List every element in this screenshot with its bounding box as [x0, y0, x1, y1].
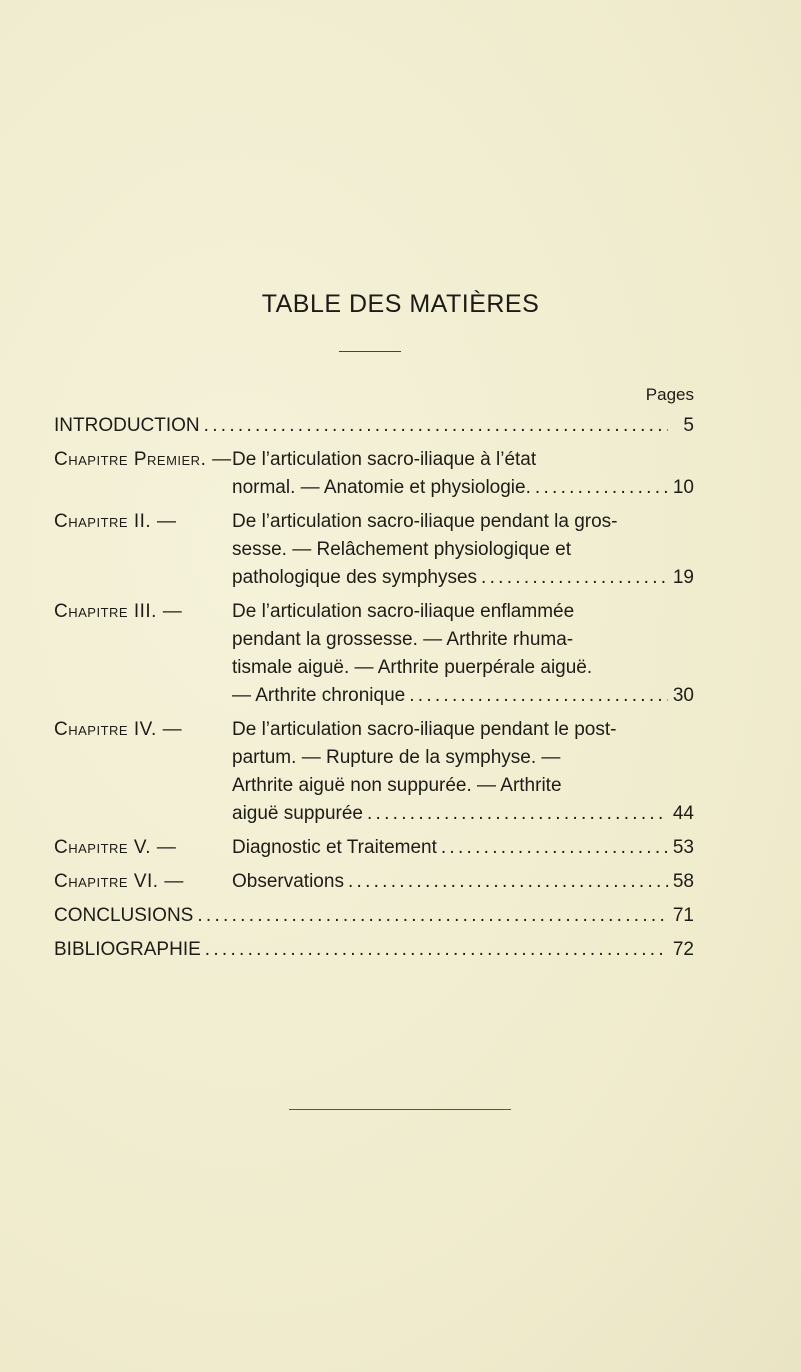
- toc-entry-line: [54, 626, 694, 654]
- toc-page-number: 10: [672, 477, 694, 498]
- dot-leader: [367, 800, 668, 828]
- dot-leader: [348, 868, 668, 896]
- toc-list: [54, 412, 694, 970]
- toc-entry-chapter: [54, 834, 694, 862]
- chapter-title-text: Diagnostic et Traitement: [232, 837, 437, 858]
- toc-page-number: 72: [672, 939, 694, 960]
- toc-entry-line: [54, 772, 694, 800]
- dot-leader: [204, 412, 668, 440]
- chapter-label: Chapitre V. —: [54, 837, 177, 858]
- chapter-title-text: pendant la grossesse. — Arthrite rhuma-: [232, 629, 574, 650]
- toc-entry-line: [54, 868, 694, 896]
- toc-entry-chapter: [54, 598, 694, 710]
- toc-entry-label: BIBLIOGRAPHIE: [54, 939, 201, 960]
- toc-entry-introduction: [54, 412, 694, 440]
- chapter-list: [54, 446, 694, 896]
- toc-entry-line: [54, 716, 694, 744]
- toc-entry-label: INTRODUCTION: [54, 415, 200, 436]
- toc-page-number: 44: [672, 803, 694, 824]
- chapter-label: Chapitre III. —: [54, 601, 183, 622]
- toc-page-number: 53: [672, 837, 694, 858]
- toc-entry-line: [54, 564, 694, 592]
- dot-leader: [535, 474, 668, 502]
- toc-entry-chapter: [54, 446, 694, 502]
- chapter-label: Chapitre IV. —: [54, 719, 183, 740]
- chapter-title-text: De l’articulation sacro-iliaque à l’état: [232, 449, 537, 470]
- chapter-title-text: De l’articulation sacro-iliaque enflammée: [232, 601, 575, 622]
- toc-page-number: 5: [683, 415, 694, 436]
- toc-entry-line: [54, 508, 694, 536]
- bottom-divider: [289, 1109, 511, 1110]
- dot-leader: [409, 682, 668, 710]
- dot-leader: [197, 902, 668, 930]
- dot-leader: [481, 564, 668, 592]
- toc-entry-line: [54, 654, 694, 682]
- toc-entry-label: CONCLUSIONS: [54, 905, 194, 926]
- chapter-title-text: tismale aiguë. — Arthrite puerpérale aiguë.: [232, 657, 593, 678]
- toc-entry-line: [54, 682, 694, 710]
- chapter-title-text: aiguë suppurée: [232, 803, 363, 824]
- chapter-title-text: — Arthrite chronique: [232, 685, 406, 706]
- toc-page-number: 58: [672, 871, 694, 892]
- pages-column-label: Pages: [645, 385, 694, 404]
- toc-entry-line: [54, 834, 694, 862]
- chapter-title-text: De l’articulation sacro-iliaque pendant la gros-: [232, 511, 618, 532]
- toc-entry-bibliographie: [54, 936, 694, 964]
- chapter-label: Chapitre II. —: [54, 511, 177, 532]
- dot-leader: [441, 834, 668, 862]
- chapter-title-text: sesse. — Relâchement physiologique et: [232, 539, 572, 560]
- chapter-title-text: normal. — Anatomie et physiologie.: [232, 477, 531, 498]
- toc-entry-conclusions: [54, 902, 694, 930]
- toc-page-number: 30: [672, 685, 694, 706]
- chapter-title-text: partum. — Rupture de la symphyse. —: [232, 747, 561, 768]
- toc-entry-line: [54, 744, 694, 772]
- toc-entry-chapter: [54, 868, 694, 896]
- chapter-title-text: pathologique des symphyses: [232, 567, 478, 588]
- toc-entry-chapter: [54, 716, 694, 828]
- title-divider: [339, 351, 401, 352]
- toc-entry-line: [54, 446, 694, 474]
- chapter-title-text: De l’articulation sacro-iliaque pendant le post-: [232, 719, 617, 740]
- toc-page-number: 19: [672, 567, 694, 588]
- chapter-title-text: Arthrite aiguë non suppurée. — Arthrite: [232, 775, 562, 796]
- toc-page-number: 71: [672, 905, 694, 926]
- toc-entry-chapter: [54, 508, 694, 592]
- toc-entry-line: [54, 598, 694, 626]
- chapter-label: Chapitre VI. —: [54, 871, 184, 892]
- toc-entry-line: [54, 536, 694, 564]
- toc-entry-line: [54, 474, 694, 502]
- chapter-label: Chapitre Premier. —: [54, 449, 232, 470]
- dot-leader: [205, 936, 668, 964]
- page-title: TABLE DES MATIÈRES: [261, 290, 540, 318]
- chapter-title-text: Observations: [232, 871, 344, 892]
- toc-entry-line: [54, 800, 694, 828]
